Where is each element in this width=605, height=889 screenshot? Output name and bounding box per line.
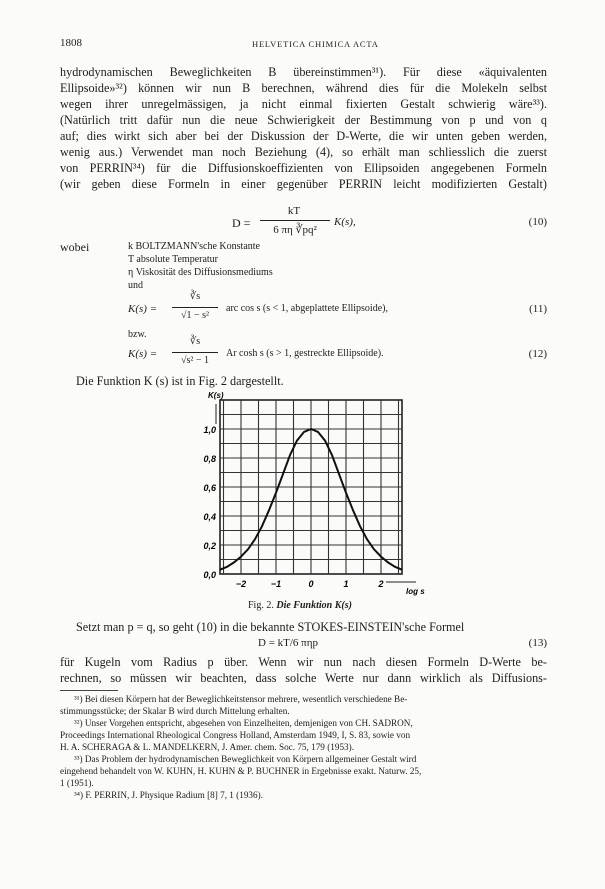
footnote-line: H. A. SCHERAGA & L. MANDELKERN, J. Amer. chem. Soc. 75, 179 (1953).: [60, 742, 354, 752]
text-line: (Natürlich tritt dafür nun die neue Schwierigkeit der Bestimmung von p und von q: [60, 113, 547, 127]
eq12-fraction-bar: [172, 352, 218, 353]
wobei-label: wobei: [60, 240, 90, 254]
text-line: hydrodynamischen Beweglichkeiten B übereinstimmen³¹). Für diese «äquivalenten: [60, 65, 547, 79]
y-axis-label: K(s): [208, 391, 224, 400]
eq12-lhs: K(s) =: [128, 348, 158, 360]
figure-intro: Die Funktion K (s) ist in Fig. 2 dargestellt.: [76, 374, 284, 388]
eq12-rhs: Ar cosh s (s > 1, gestreckte Ellipsoide).: [226, 348, 384, 359]
footnote-line: ³²) Unser Vorgehen entspricht, abgesehen von Einzelheiten, demjenigen von CH. SADRON,: [74, 718, 413, 728]
text-line: Setzt man p = q, so geht (10) in die bekannte STOKES-EINSTEIN'sche Formel: [76, 620, 465, 634]
figure-2-chart: [180, 388, 440, 598]
bzw-label: bzw.: [128, 329, 147, 340]
x-tick-label: −1: [270, 579, 282, 589]
eq12-numerator: ∛s: [189, 336, 201, 347]
text-line: (wir geben diese Formeln in einer gegenüber PERRIN leicht modifizierten Gestalt): [60, 177, 547, 191]
footnote-divider: [60, 690, 118, 691]
eq10-fraction-bar: [260, 220, 330, 221]
text-line: wegen ihrer unregelmässigen, ja nicht einmal fixierten Gestalt schwierig wäre³³).: [60, 97, 547, 111]
eq10-rhs: K(s),: [334, 216, 356, 228]
text-line: wenig aus.) Verwendet man noch Beziehung (4), so erhält man schliesslich die zuerst: [60, 145, 547, 159]
eq13-number: (13): [528, 637, 547, 649]
text-line: für Kugeln vom Radius p über. Wenn wir nun nach diesen Formeln D-Werte be-: [60, 655, 547, 669]
text-line: Ellipsoide»³²) können wir nun B berechnen, während dies für die Molekeln selbst: [60, 81, 547, 95]
y-tick-label: 1,0: [203, 425, 216, 435]
equation-13: D = kT/6 πηp: [258, 637, 318, 649]
y-tick-label: 0,8: [203, 454, 216, 464]
footnote-line: ³³) Das Problem der hydrodynamischen Beweglichkeit von Körpern allgemeiner Gestalt wird: [74, 754, 417, 764]
eq11-fraction-bar: [172, 307, 218, 308]
page-number: 1808: [60, 37, 82, 49]
eq11-lhs: K(s) =: [128, 303, 158, 315]
footnote-line: ³⁴) F. PERRIN, J. Physique Radium [8] 7, 1 (1936).: [74, 790, 263, 800]
eq11-numerator: ∛s: [189, 291, 201, 302]
footnote-line: 1 (1951).: [60, 778, 94, 788]
eq11-rhs: arc cos s (s < 1, abgeplattete Ellipsoide),: [226, 303, 388, 314]
y-tick-label: 0,2: [203, 541, 216, 551]
footnote-line: ³¹) Bei diesen Körpern hat der Beweglichkeitstensor mehrere, wesentlich verschiedene Be-: [74, 694, 408, 704]
text-line: auf; dies wirkt sich aber bei der Diskussion der D-Werte, die wir unten geben werden,: [60, 129, 547, 143]
x-axis-label: log s: [406, 587, 425, 596]
x-tick-label: 2: [378, 579, 384, 589]
eq11-denominator: √1 − s²: [180, 310, 210, 321]
eq12-number: (12): [528, 348, 547, 360]
eq10-lhs: D =: [232, 216, 251, 230]
footnote-line: eingehend behandelt von W. KUHN, H. KUHN & P. BUCHNER in Ergebnisse exakt. Naturw. 25,: [60, 766, 422, 776]
x-tick-label: 1: [343, 579, 349, 589]
definition-item: T absolute Temperatur: [128, 254, 219, 265]
footnote-line: stimmungsstücke; der Skalar B wird durch Mittelung erhalten.: [60, 706, 290, 716]
eq10-number: (10): [528, 216, 547, 228]
eq12-denominator: √s² − 1: [180, 355, 210, 366]
text-line: rechnen, so müssen wir beachten, dass solche Werte nur dann wirklich als Diffusions-: [60, 671, 547, 685]
caption-prefix: Fig. 2.: [248, 600, 274, 611]
y-tick-label: 0,0: [203, 570, 216, 580]
definition-item: und: [128, 280, 143, 291]
eq10-numerator: kT: [287, 205, 301, 217]
caption-title: Die Funktion K(s): [276, 600, 352, 611]
x-tick-label: 0: [308, 579, 314, 589]
running-header: HELVETICA CHIMICA ACTA: [252, 39, 379, 49]
y-tick-label: 0,4: [203, 512, 216, 522]
eq10-denominator: 6 πη ∛pq²: [273, 224, 317, 236]
y-tick-label: 0,6: [203, 483, 216, 493]
x-tick-label: −2: [235, 579, 247, 589]
definition-item: η Viskosität des Diffusionsmediums: [128, 267, 273, 278]
text-line: von PERRIN³⁴) für die Diffusionskoeffizienten von Ellipsoiden angegebenen Formeln: [60, 161, 547, 175]
figure-caption: [248, 600, 352, 611]
footnote-line: Proceedings International Rheological Congress Holland, Amsterdam 1949, I, S. 83, sowie von: [60, 730, 411, 740]
eq11-number: (11): [529, 303, 547, 315]
definition-item: k BOLTZMANN'sche Konstante: [128, 241, 260, 252]
